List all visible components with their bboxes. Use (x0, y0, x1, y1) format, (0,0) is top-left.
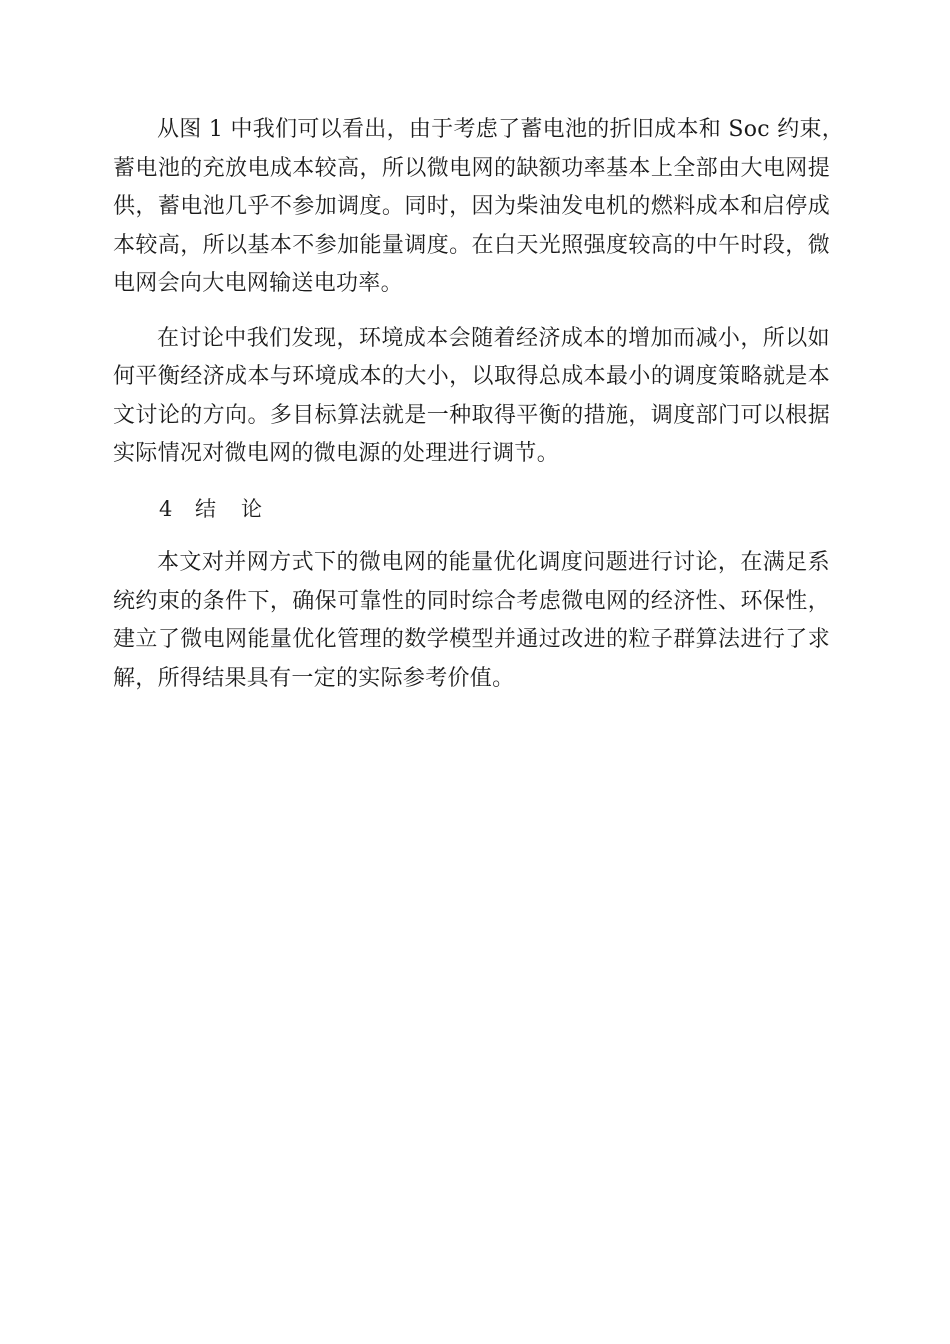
paragraph-line: 解，所得结果具有一定的实际参考价值。 (113, 665, 515, 691)
paragraph-line: 何平衡经济成本与环境成本的大小，以取得总成本最小的调度策略就是本 (113, 364, 830, 389)
paragraph-results-analysis (113, 111, 845, 304)
paragraph-line: 在讨论中我们发现，环境成本会随着经济成本的增加而减小，所以如 (157, 325, 830, 351)
section-title-char: 论 (241, 496, 262, 521)
section-title-char: 结 (195, 496, 216, 521)
section-number: 4 (159, 496, 173, 521)
paragraph-discussion (113, 320, 830, 474)
paragraph-line: 实际情况对微电网的微电源的处理进行调节。 (113, 441, 560, 466)
document-body (113, 111, 845, 714)
paragraph-line: 电网会向大电网输送电功率。 (113, 271, 403, 296)
section-heading-conclusion (113, 490, 830, 529)
paragraph-line: 建立了微电网能量优化管理的数学模型并通过改进的粒子群算法进行了求 (113, 627, 830, 652)
paragraph-line: 本较高，所以基本不参加能量调度。在白天光照强度较高的中午时段，微 (113, 232, 830, 258)
paragraph-line: 从图 1 中我们可以看出，由于考虑了蓄电池的折旧成本和 Soc 约束， (157, 117, 845, 142)
paragraph-line: 文讨论的方向。多目标算法就是一种取得平衡的措施，调度部门可以根据 (113, 402, 830, 428)
paragraph-line: 蓄电池的充放电成本较高，所以微电网的缺额功率基本上全部由大电网提 (113, 155, 830, 181)
paragraph-line: 统约束的条件下，确保可靠性的同时综合考虑微电网的经济性、环保性， (113, 588, 830, 614)
paragraph-line: 供，蓄电池几乎不参加调度。同时，因为柴油发电机的燃料成本和启停成 (113, 194, 830, 219)
paragraph-conclusion (113, 544, 830, 698)
paragraph-line: 本文对并网方式下的微电网的能量优化调度问题进行讨论，在满足系 (157, 550, 830, 575)
